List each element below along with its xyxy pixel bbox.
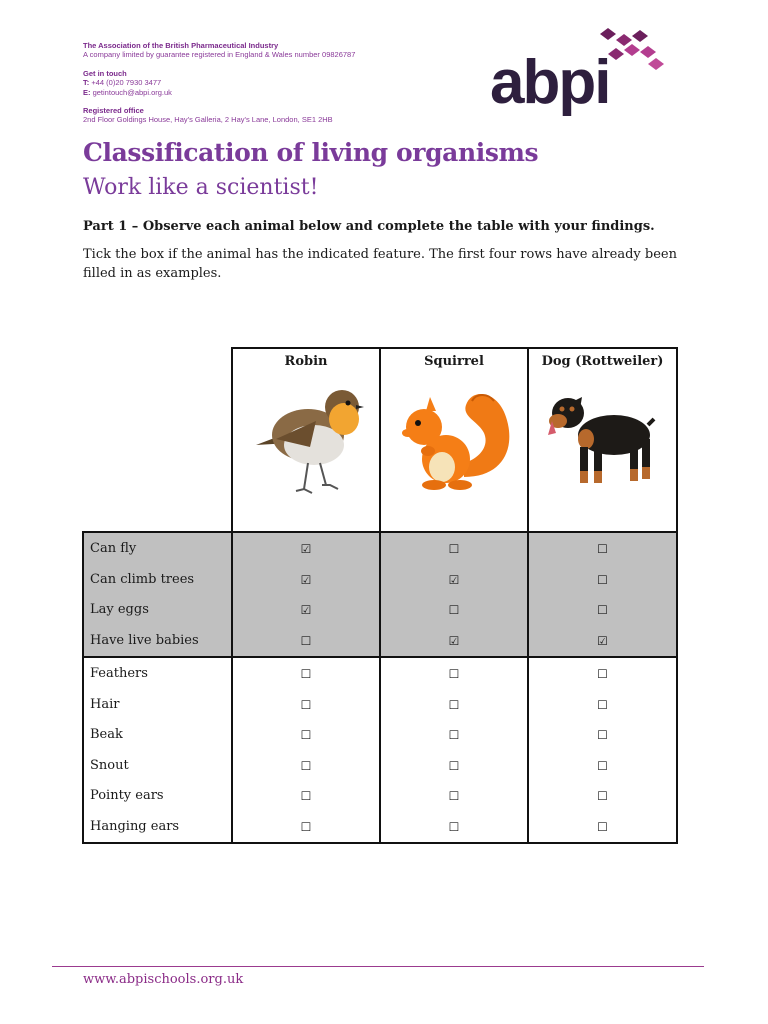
instructions: Tick the box if the animal has the indicated feature. The first four rows have already been filled in as examples.: [83, 247, 677, 281]
checkbox[interactable]: ☐: [448, 697, 460, 712]
checkbox[interactable]: ☐: [448, 542, 460, 556]
checkbox[interactable]: ☐: [597, 758, 608, 773]
row-label: Pointy ears: [90, 788, 164, 803]
header-contact-block: [83, 41, 463, 125]
row-label: Have live babies: [90, 632, 199, 648]
company-info: A company limited by guarantee registered in England & Wales number 09826787: [83, 50, 356, 60]
feature-dog-cell: [528, 657, 677, 843]
checkbox[interactable]: ☐: [597, 667, 608, 681]
checkbox[interactable]: ☐: [597, 697, 608, 712]
checkbox[interactable]: ☐: [448, 758, 460, 773]
checkbox[interactable]: ☐: [448, 789, 460, 803]
checkbox[interactable]: ☑: [300, 542, 312, 556]
checkbox[interactable]: ☐: [597, 572, 608, 587]
example-rows-group: [83, 532, 677, 657]
footer-divider: [52, 966, 704, 967]
logo-wordmark: abpi: [490, 48, 610, 117]
checkbox[interactable]: ☐: [300, 819, 312, 834]
example-robin-cell: [232, 532, 380, 657]
checkbox[interactable]: ☑: [597, 633, 608, 648]
column-name: Dog (Rottweiler): [541, 354, 664, 369]
checkbox[interactable]: ☑: [448, 572, 460, 587]
checkbox[interactable]: ☐: [448, 728, 460, 742]
checkbox[interactable]: ☑: [448, 633, 460, 648]
row-label: Can climb trees: [90, 571, 195, 587]
contact-heading: Get in touch: [83, 68, 127, 78]
phone-number: +44 (0)20 7930 3477: [91, 78, 162, 88]
row-label: Feathers: [90, 666, 148, 681]
column-name: Robin: [284, 354, 328, 369]
feature-rows-group: [83, 657, 677, 843]
checkbox[interactable]: ☐: [300, 728, 312, 742]
checkbox[interactable]: ☐: [448, 819, 460, 834]
feature-squirrel-cell: [380, 657, 528, 843]
squirrel-image: [394, 377, 514, 507]
footer-url-link[interactable]: www.abpischools.org.uk: [83, 972, 244, 987]
feature-robin-cell: [232, 657, 380, 843]
page-subtitle: Work like a scientist!: [83, 175, 319, 200]
page-title: Classification of living organisms: [83, 138, 539, 167]
office-heading: Registered office: [83, 106, 144, 116]
email-label: E:: [83, 87, 91, 97]
checkbox[interactable]: ☑: [300, 572, 312, 587]
classification-table: [82, 347, 678, 844]
column-header-robin: [232, 348, 380, 532]
org-name: The Association of the British Pharmaceutical Industry: [83, 41, 279, 50]
checkbox[interactable]: ☐: [597, 603, 608, 617]
checkbox[interactable]: ☐: [597, 542, 608, 556]
checkbox[interactable]: ☐: [597, 728, 608, 742]
email-link[interactable]: getintouch@abpi.org.uk: [92, 87, 172, 97]
example-labels-cell: [83, 532, 232, 657]
row-label: Beak: [90, 727, 123, 742]
feature-labels-cell: [83, 657, 232, 843]
row-label: Can fly: [90, 541, 137, 556]
column-name: Squirrel: [424, 354, 484, 369]
checkbox[interactable]: ☐: [597, 789, 608, 803]
example-dog-cell: [528, 532, 677, 657]
robin-image: [246, 377, 366, 507]
row-label: Hanging ears: [90, 818, 180, 834]
table-corner: [83, 348, 232, 532]
column-header-squirrel: [380, 348, 528, 532]
rottweiler-image: [538, 377, 668, 507]
row-label: Snout: [90, 757, 129, 773]
checkbox[interactable]: ☐: [300, 633, 312, 648]
abpi-logo: [490, 24, 670, 136]
checkbox[interactable]: ☐: [597, 819, 608, 834]
checkbox[interactable]: ☐: [448, 603, 460, 617]
column-header-dog: [528, 348, 677, 532]
office-address: 2nd Floor Goldings House, Hay's Galleria, 2 Hay's Lane, London, SE1 2HB: [83, 115, 333, 125]
checkbox[interactable]: ☐: [300, 667, 312, 681]
part-heading: Part 1 – Observe each animal below and complete the table with your findings.: [83, 219, 655, 234]
example-squirrel-cell: [380, 532, 528, 657]
table-header-row: [83, 348, 677, 532]
checkbox[interactable]: ☐: [300, 758, 312, 773]
checkbox[interactable]: ☐: [300, 697, 312, 712]
row-label: Hair: [90, 696, 120, 712]
checkbox[interactable]: ☐: [448, 667, 460, 681]
row-label: Lay eggs: [90, 602, 149, 617]
checkbox[interactable]: ☑: [300, 603, 312, 617]
phone-label: T:: [83, 78, 90, 88]
checkbox[interactable]: ☐: [300, 789, 312, 803]
